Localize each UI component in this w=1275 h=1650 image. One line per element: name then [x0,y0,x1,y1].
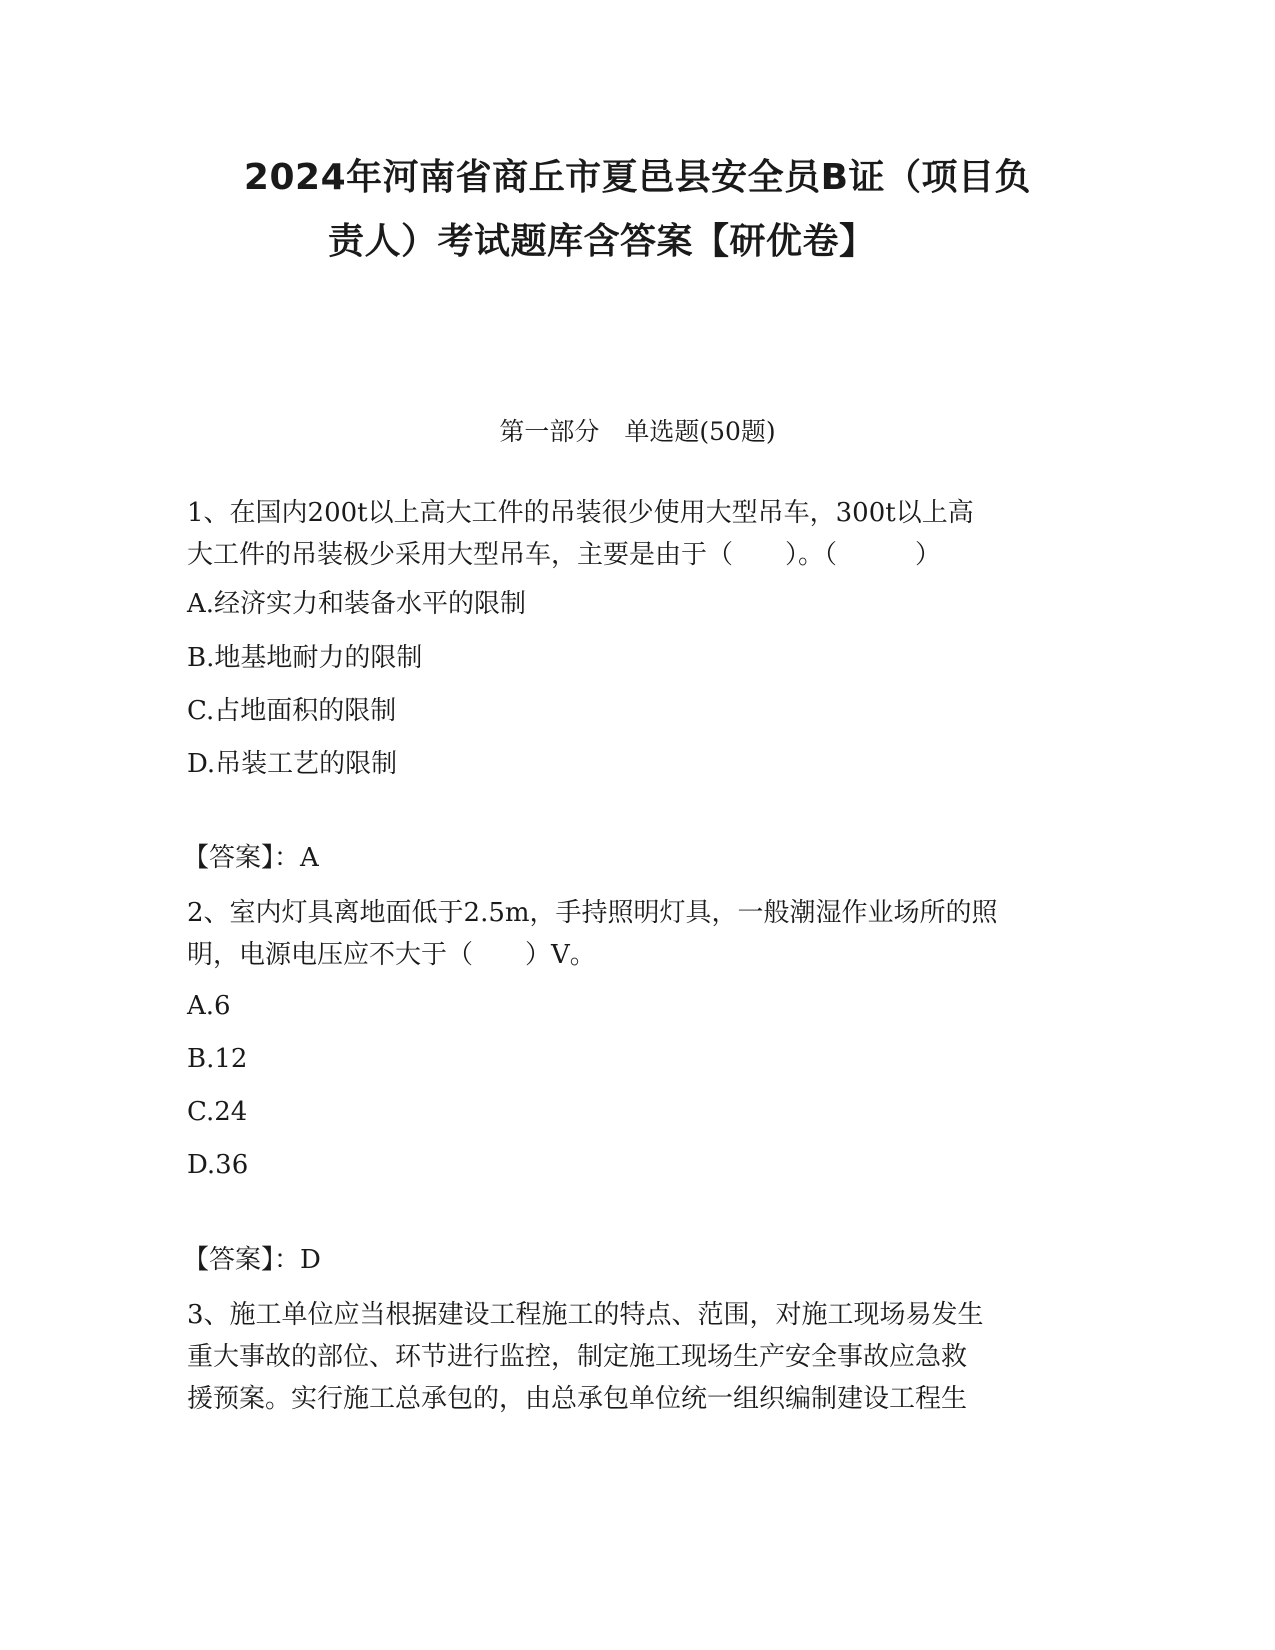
question-2-option-d: D.36 [187,1150,249,1180]
question-3-line-1: 3、施工单位应当根据建设工程施工的特点、范围，对施工现场易发生 [187,1300,984,1330]
question-2-text [187,892,1087,976]
question-1-option-b: B.地基地耐力的限制 [187,643,423,673]
title-line-2: 责人）考试题库含答案【研优卷】 [328,221,876,262]
question-3-line-2: 重大事故的部位、环节进行监控，制定施工现场生产安全事故应急救 [187,1342,968,1372]
question-2-option-c: C.24 [187,1097,248,1127]
question-2-option-b: B.12 [187,1044,248,1074]
question-1-option-a: A.经济实力和装备水平的限制 [187,589,527,619]
question-1-text [187,492,1087,576]
question-3-text [187,1294,1087,1420]
section-heading: 第一部分 单选题(50题) [499,417,776,446]
question-2-line-2: 明，电源电压应不大于（ ）V。 [187,940,596,970]
question-2-line-1: 2、室内灯具离地面低于2.5m，手持照明灯具，一般潮湿作业场所的照 [187,898,998,928]
question-2-option-a: A.6 [187,991,231,1021]
question-1-line-2: 大工件的吊装极少采用大型吊车，主要是由于（ ）。（ ） [187,540,942,570]
title-line-1: 2024年河南省商丘市夏邑县安全员B证（项目负 [243,157,1032,198]
document-title [150,146,1125,274]
question-1-option-d: D.吊装工艺的限制 [187,749,398,779]
question-1-option-c: C.占地面积的限制 [187,696,397,726]
question-2-answer: 【答案】：D [183,1245,321,1275]
question-1-answer: 【答案】：A [183,843,319,873]
question-1-line-1: 1、在国内200t以上高大工件的吊装很少使用大型吊车，300t以上高 [187,498,974,528]
question-3-line-3: 援预案。实行施工总承包的，由总承包单位统一组织编制建设工程生 [187,1384,968,1414]
